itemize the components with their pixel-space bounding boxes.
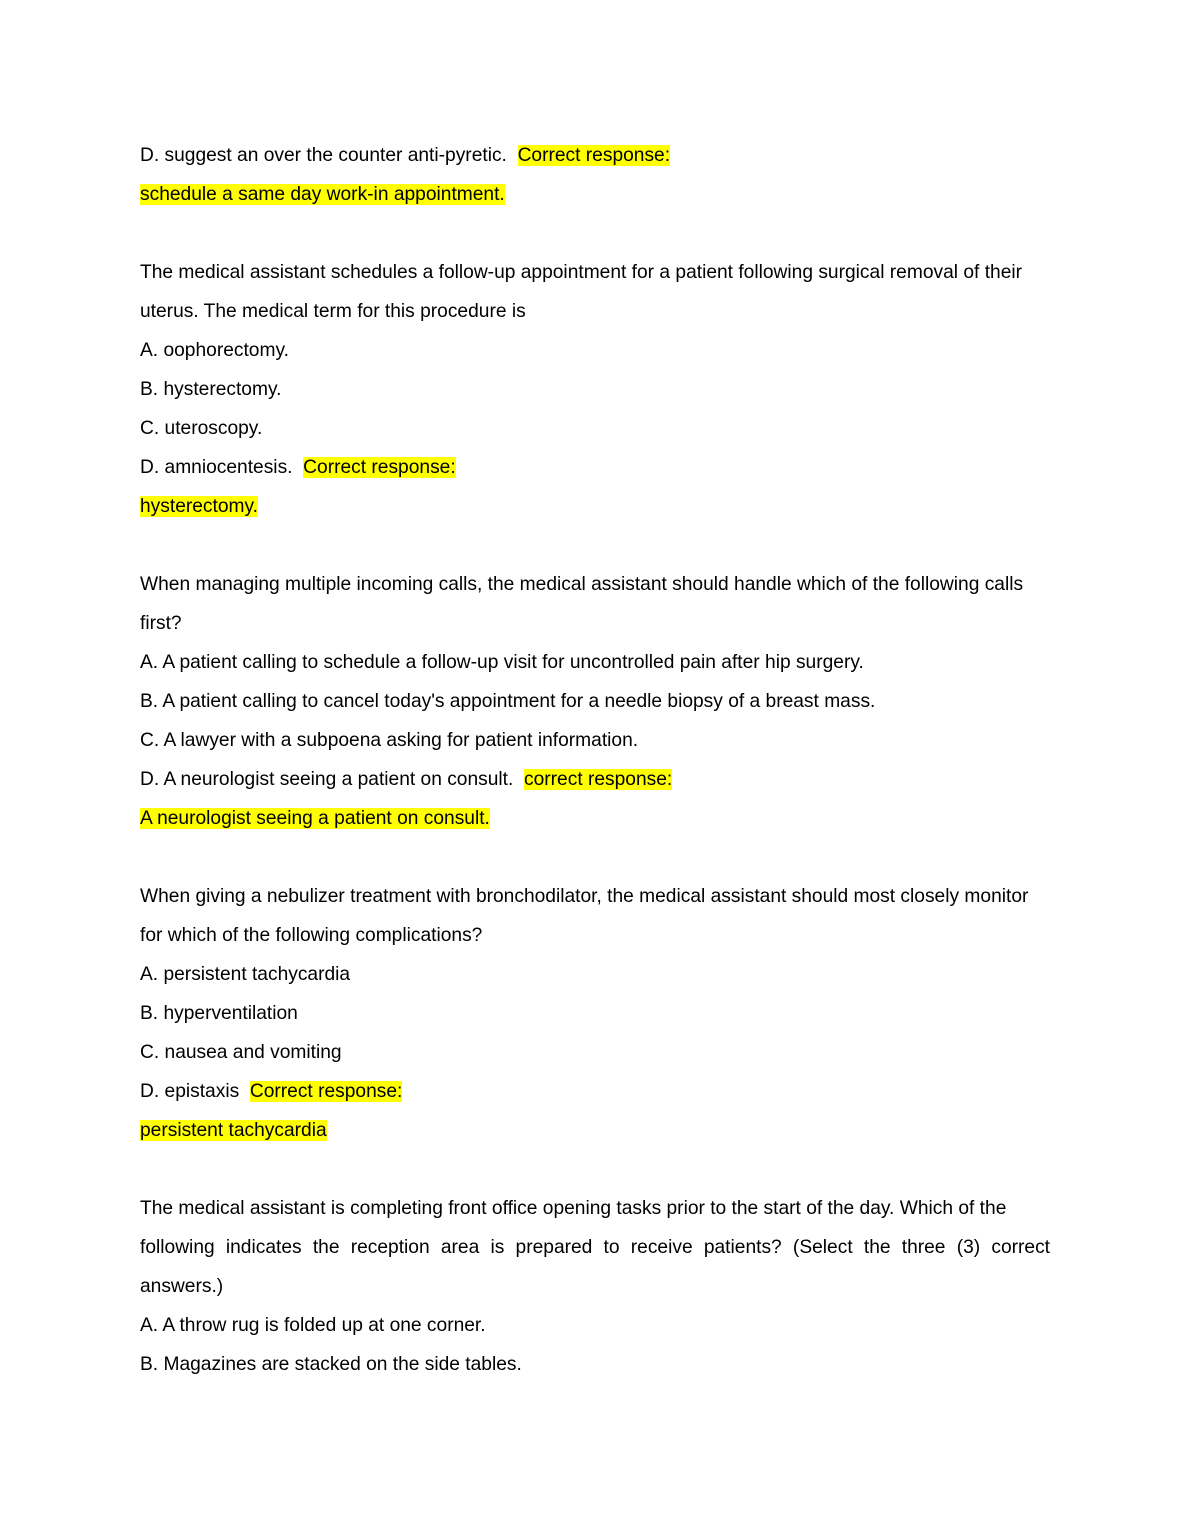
q2-answer-line [140,799,1050,838]
q4-option-a: A. A throw rug is folded up at one corner. [140,1315,486,1336]
q3-stem-line1: When giving a nebulizer treatment with bronchodilator, the medical assistant should most closely monitor [140,886,1029,907]
q2-option-d-line [140,760,1050,799]
q0-option-d-line [140,136,1050,175]
q1-answer-line [140,487,1050,526]
q3-stem-line2: for which of the following complications? [140,925,483,946]
q2-option-a: A. A patient calling to schedule a follow-up visit for uncontrolled pain after hip surgery. [140,652,864,673]
q3-answer-line [140,1111,1050,1150]
q3-correct-label: Correct response: [249,1081,403,1102]
q3-option-b: B. hyperventilation [140,1003,298,1024]
document-content [140,136,1050,1384]
q1-option-c: C. uteroscopy. [140,418,263,439]
q3-option-d-line [140,1072,1050,1111]
q1-stem-line2: uterus. The medical term for this procedure is [140,301,526,322]
q1-answer: hysterectomy. [140,496,259,517]
q1-stem-line1: The medical assistant schedules a follow-up appointment for a patient following surgical removal of their [140,262,1023,283]
q4-stem-line3: answers.) [140,1276,224,1297]
q1-option-d: D. amniocentesis. [140,457,293,478]
spacer [140,526,1050,565]
q0-answer-line [140,175,1050,214]
spacer [140,838,1050,877]
q2-option-d: D. A neurologist seeing a patient on consult. [140,769,514,790]
q2-stem-line2: first? [140,613,182,634]
q3-option-c: C. nausea and vomiting [140,1042,342,1063]
q4-stem-line1: The medical assistant is completing front office opening tasks prior to the start of the day. Which of the [140,1198,1007,1219]
q0-option-d: D. suggest an over the counter anti-pyretic. [140,145,507,166]
q4-stem-line2: following indicates the reception area is prepared to receive patients? (Select the three (3) correct [140,1237,1050,1258]
q2-option-c: C. A lawyer with a subpoena asking for patient information. [140,730,639,751]
q2-answer: A neurologist seeing a patient on consult. [140,808,490,829]
q0-answer: schedule a same day work-in appointment. [140,184,505,205]
q1-correct-label: Correct response: [303,457,456,478]
q3-answer: persistent tachycardia [140,1120,327,1141]
q3-option-d: D. epistaxis [140,1081,240,1102]
q1-option-a: A. oophorectomy. [140,340,289,361]
spacer [140,1150,1050,1189]
q1-option-d-line [140,448,1050,487]
q0-correct-label: Correct response: [517,145,671,166]
q2-stem-line1: When managing multiple incoming calls, the medical assistant should handle which of the following calls [140,574,1024,595]
q2-correct-label: correct response: [524,769,673,790]
q4-option-b: B. Magazines are stacked on the side tables. [140,1354,522,1375]
q1-option-b: B. hysterectomy. [140,379,282,400]
spacer [140,214,1050,253]
q2-option-b: B. A patient calling to cancel today's appointment for a needle biopsy of a breast mass. [140,691,876,712]
q3-option-a: A. persistent tachycardia [140,964,351,985]
